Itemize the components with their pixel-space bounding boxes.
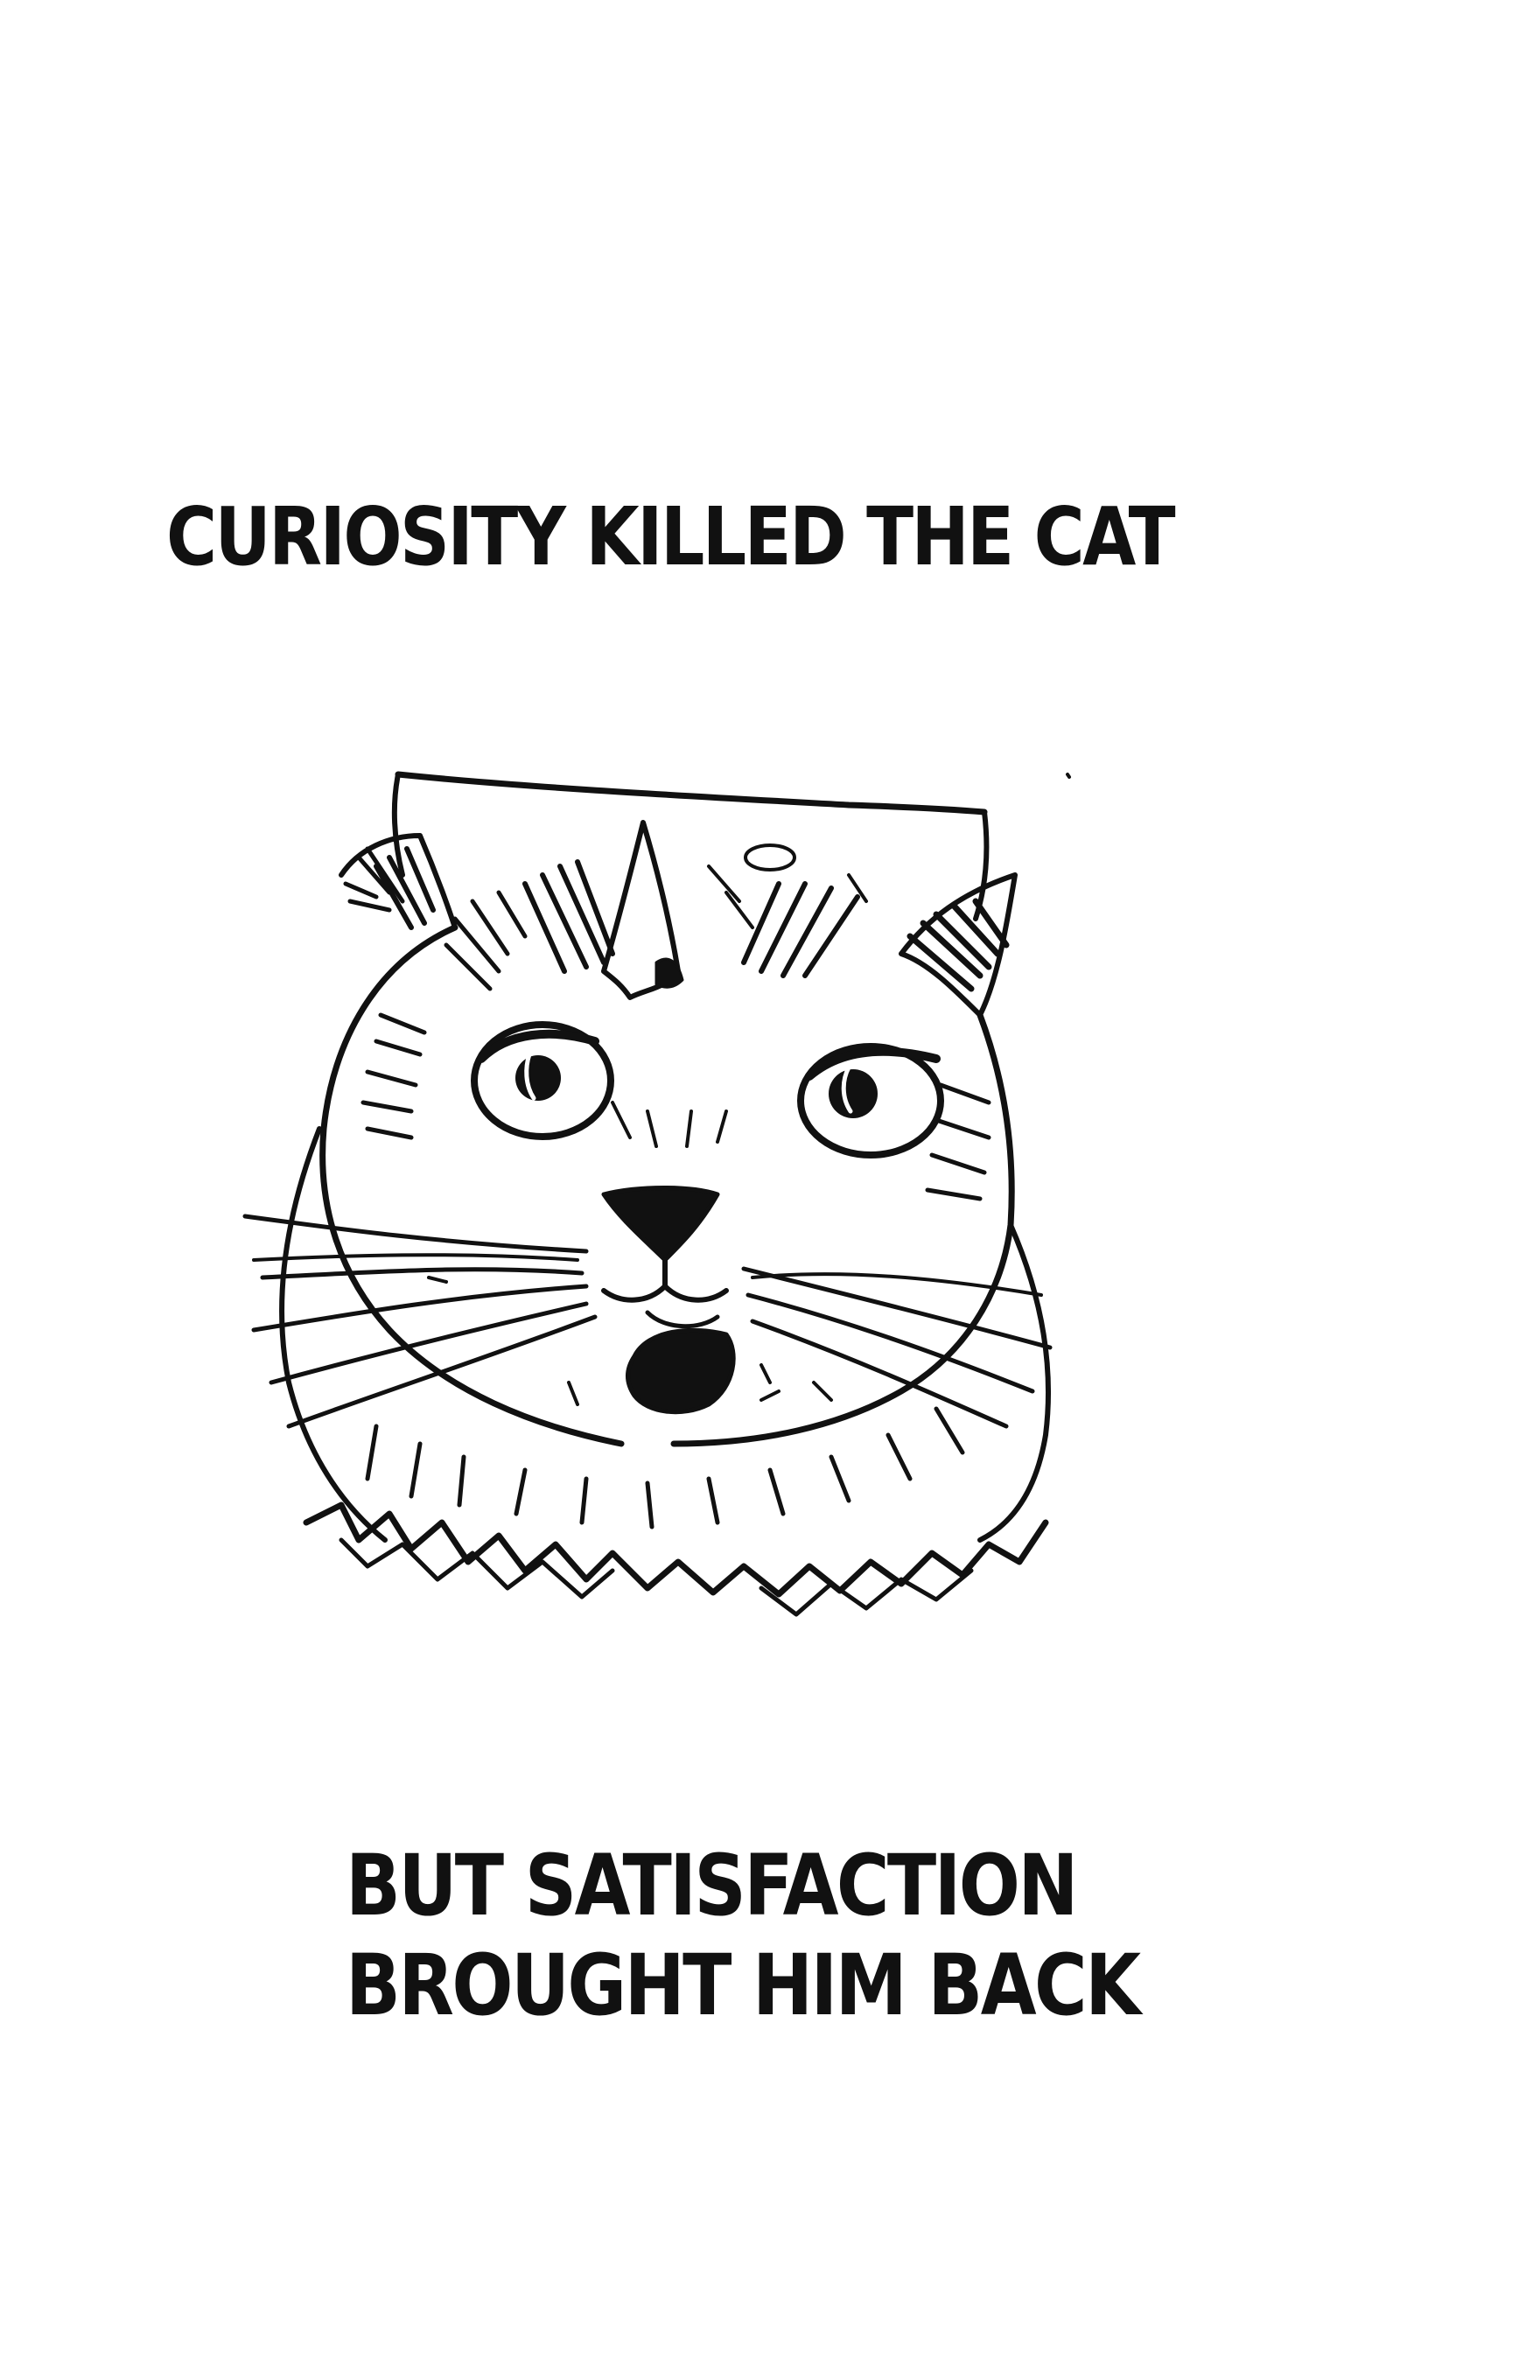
headline: CURIOSITY KILLED THE CAT [166,490,1174,584]
tagline-line-1: BUT SATISFACTION [346,1837,1076,1935]
cat-face-sketch-icon [236,752,1225,1680]
tagline-line-2: BROUGHT HIM BACK [346,1936,1139,2034]
tagline [346,1836,1138,2035]
